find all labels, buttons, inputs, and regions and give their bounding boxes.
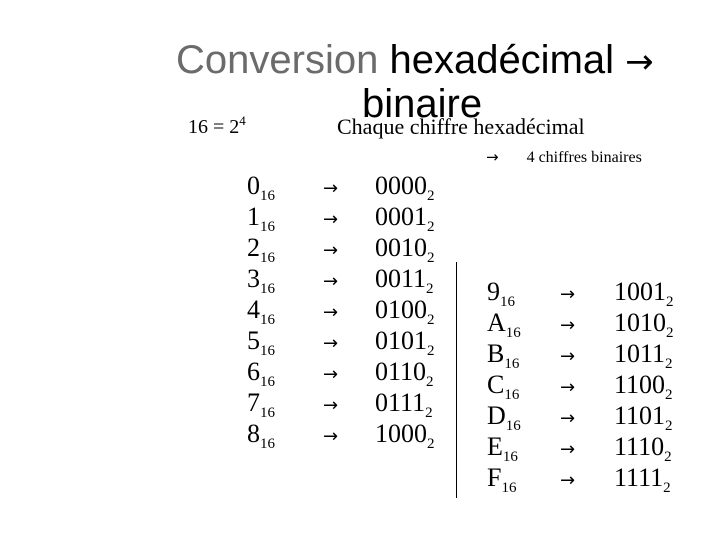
arrow-icon: →	[560, 315, 576, 336]
rule-text: 4 chiffres binaires	[526, 149, 642, 166]
hex-cell	[247, 325, 275, 359]
hex-base-subscript: 16	[260, 188, 275, 204]
hex-base-subscript: 16	[260, 281, 275, 297]
arrow-cell	[323, 418, 338, 449]
bin-value: 1010	[614, 308, 666, 337]
arrow-icon: →	[560, 408, 576, 429]
bin-cell	[614, 431, 674, 465]
arrow-cell	[323, 356, 338, 387]
hex-cell	[487, 431, 521, 465]
bin-base-subscript: 2	[427, 250, 435, 266]
bin-base-subscript: 2	[427, 188, 435, 204]
hex-base-subscript: 16	[260, 405, 275, 421]
hex-digit: 3	[247, 264, 260, 293]
rule-line	[486, 148, 642, 167]
bin-cell	[375, 325, 435, 359]
arrow-icon: →	[560, 439, 576, 460]
bin-cell	[614, 276, 674, 310]
arrow-cell	[323, 232, 338, 263]
arrow-cell	[323, 201, 338, 232]
bin-cell	[375, 201, 435, 235]
bin-base-subscript: 2	[666, 294, 674, 310]
bin-cell	[375, 170, 435, 204]
bin-value: 0111	[375, 388, 426, 417]
bin-cell	[375, 294, 435, 328]
bin-cell	[614, 338, 674, 372]
title-word-binaire: binaire	[362, 82, 483, 126]
hex-digit: 7	[247, 388, 260, 417]
bin-cell	[614, 400, 674, 434]
arrow-cell	[323, 263, 338, 294]
bin-cell	[375, 418, 435, 452]
bin-value: 1001	[614, 277, 666, 306]
bin-value: 1000	[375, 419, 427, 448]
hex-base-subscript: 16	[504, 356, 520, 372]
hex-cell	[487, 462, 521, 496]
arrow-icon: →	[560, 284, 576, 305]
left-bin-column	[375, 170, 435, 452]
bin-cell	[375, 232, 435, 266]
arrow-icon: →	[323, 240, 339, 261]
bin-base-subscript: 2	[425, 405, 433, 421]
power-base: 16 = 2	[188, 116, 240, 138]
hex-cell	[247, 232, 275, 266]
hex-digit: C	[487, 370, 505, 399]
rule-arrow-icon: →	[486, 148, 499, 166]
arrow-cell	[560, 338, 575, 369]
hex-cell	[487, 369, 521, 403]
hex-cell	[247, 387, 275, 421]
hex-base-subscript: 16	[260, 374, 275, 390]
hex-cell	[247, 418, 275, 452]
hex-digit: E	[487, 432, 503, 461]
bin-cell	[375, 263, 435, 297]
hex-digit: 4	[247, 295, 260, 324]
title-word-hexadecimal: hexadécimal	[389, 38, 615, 82]
hex-cell	[487, 338, 521, 372]
bin-value: 0001	[375, 202, 427, 231]
bin-base-subscript: 2	[665, 418, 673, 434]
hex-digit: A	[487, 308, 506, 337]
hex-digit: B	[487, 339, 505, 368]
bin-value: 0101	[375, 326, 427, 355]
bin-base-subscript: 2	[426, 374, 434, 390]
arrow-cell	[560, 276, 575, 307]
hex-cell	[247, 356, 275, 390]
hex-digit: 5	[247, 326, 260, 355]
arrow-icon: →	[323, 178, 339, 199]
arrow-icon: →	[560, 470, 576, 491]
hex-digit: 0	[247, 171, 260, 200]
power-exponent: 4	[239, 113, 246, 128]
bin-value: 0000	[375, 171, 427, 200]
hex-base-subscript: 16	[260, 436, 275, 452]
hex-digit: F	[487, 463, 502, 492]
hex-base-subscript: 16	[260, 343, 275, 359]
arrow-cell	[560, 431, 575, 462]
divider-line	[456, 262, 457, 498]
hex-cell	[247, 263, 275, 297]
arrow-icon: →	[323, 302, 339, 323]
hex-cell	[487, 400, 521, 434]
hex-base-subscript: 16	[504, 387, 520, 403]
power-formula	[188, 113, 246, 139]
bin-base-subscript: 2	[427, 436, 435, 452]
arrow-icon: →	[323, 209, 339, 230]
bin-base-subscript: 2	[426, 281, 434, 297]
hex-base-subscript: 16	[502, 449, 518, 465]
arrow-cell	[560, 307, 575, 338]
hex-cell	[247, 201, 275, 235]
hex-base-subscript: 16	[500, 294, 515, 310]
bin-cell	[614, 462, 674, 496]
arrow-cell	[560, 462, 575, 493]
arrow-icon: →	[560, 377, 576, 398]
slide-title	[176, 38, 654, 84]
hex-base-subscript: 16	[260, 250, 275, 266]
arrow-icon: →	[323, 271, 339, 292]
arrow-cell	[323, 325, 338, 356]
hex-cell	[247, 170, 275, 204]
bin-value: 1111	[614, 463, 664, 492]
bin-base-subscript: 2	[427, 219, 435, 235]
right-arrow-column	[560, 276, 575, 493]
bin-cell	[614, 369, 674, 403]
hex-digit: 6	[247, 357, 260, 386]
hex-digit: 1	[247, 202, 260, 231]
bin-base-subscript: 2	[664, 449, 672, 465]
hex-base-subscript: 16	[505, 325, 521, 341]
bin-value: 0011	[375, 264, 427, 293]
right-hex-column	[487, 276, 521, 496]
left-hex-column	[247, 170, 275, 452]
arrow-cell	[560, 369, 575, 400]
bin-base-subscript: 2	[427, 312, 435, 328]
bin-value: 1011	[614, 339, 666, 368]
hex-cell	[487, 276, 521, 310]
bin-value: 1110	[614, 432, 665, 461]
bin-value: 0100	[375, 295, 427, 324]
arrow-cell	[323, 294, 338, 325]
bin-base-subscript: 2	[665, 387, 673, 403]
hex-base-subscript: 16	[260, 312, 275, 328]
bin-value: 1101	[614, 401, 666, 430]
arrow-cell	[323, 170, 338, 201]
left-arrow-column	[323, 170, 338, 449]
hex-digit: 8	[247, 419, 260, 448]
bin-base-subscript: 2	[666, 325, 674, 341]
arrow-cell	[323, 387, 338, 418]
bin-cell	[614, 307, 674, 341]
hex-digit: D	[487, 401, 506, 430]
title-word-conversion: Conversion	[176, 38, 379, 82]
hex-cell	[247, 294, 275, 328]
bin-value: 0010	[375, 233, 427, 262]
hex-digit: 2	[247, 233, 260, 262]
right-bin-column	[614, 276, 674, 496]
hex-digit: 9	[487, 277, 500, 306]
hex-base-subscript: 16	[505, 418, 521, 434]
arrow-icon: →	[323, 333, 339, 354]
arrow-cell	[560, 400, 575, 431]
arrow-icon: →	[323, 364, 339, 385]
bin-cell	[375, 387, 435, 421]
bin-base-subscript: 2	[663, 480, 671, 496]
hex-base-subscript: 16	[501, 480, 517, 496]
hex-base-subscript: 16	[260, 219, 275, 235]
arrow-icon: →	[323, 395, 339, 416]
hex-cell	[487, 307, 521, 341]
title-arrow-icon: →	[625, 42, 654, 82]
arrow-icon: →	[560, 346, 576, 367]
bin-cell	[375, 356, 435, 390]
bin-value: 1100	[614, 370, 666, 399]
bin-base-subscript: 2	[665, 356, 673, 372]
subtitle: Chaque chiffre hexadécimal	[337, 114, 585, 139]
bin-base-subscript: 2	[427, 343, 435, 359]
bin-value: 0110	[375, 357, 427, 386]
arrow-icon: →	[323, 426, 339, 447]
